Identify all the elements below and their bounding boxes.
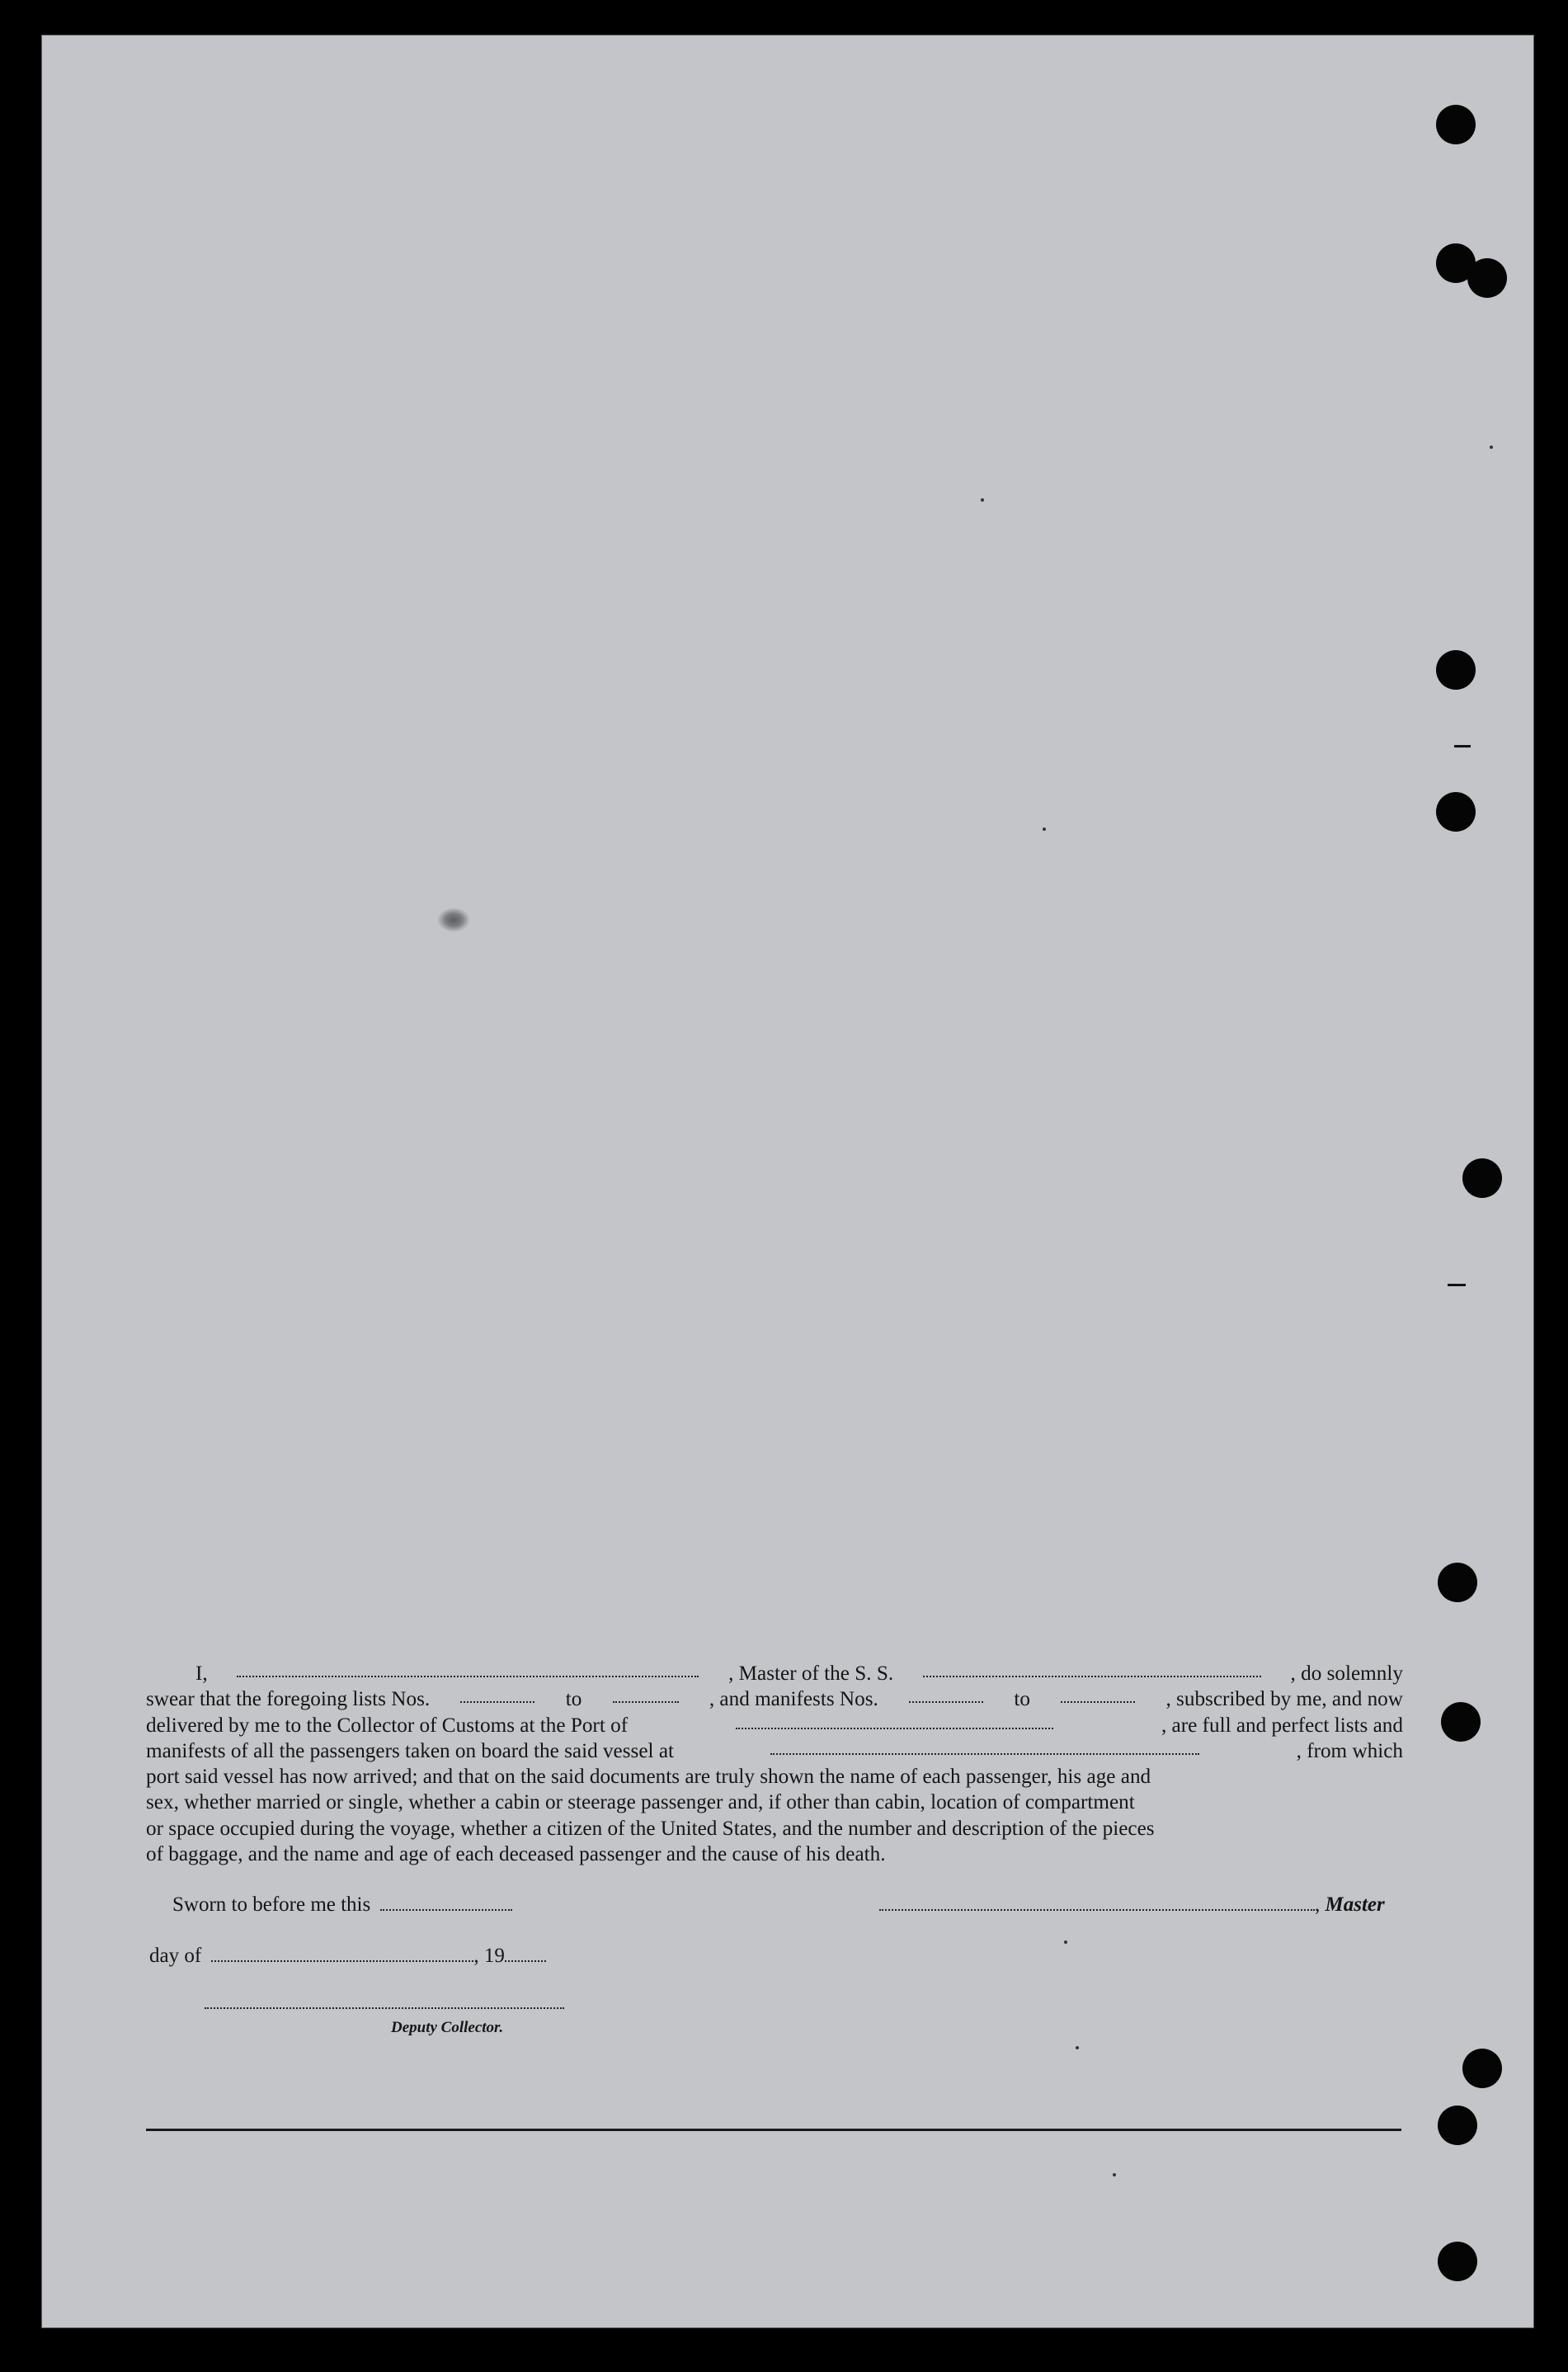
blank-sworn-date	[380, 1894, 512, 1911]
bottom-rule	[146, 2129, 1401, 2131]
oath-line	[146, 1816, 1403, 1841]
oath-text: port said vessel has now arrived; and that on the said documents are truly shown the name of each passenger, his age and	[146, 1766, 1151, 1789]
deputy-collector-label: Deputy Collector.	[391, 2019, 504, 2036]
paper-speck	[1076, 2046, 1079, 2049]
oath-text: sex, whether married or single, whether a cabin or steerage passenger and, if other than cabin, location of compartment	[146, 1791, 1135, 1814]
oath-text: or space occupied during the voyage, whether a citizen of the United States, and the number and description of the pieces	[146, 1817, 1155, 1840]
punch-hole	[1441, 1702, 1481, 1742]
punch-hole	[1462, 2049, 1502, 2088]
ink-smudge	[437, 908, 470, 932]
oath-line	[146, 1661, 1403, 1686]
blank-manifest-from	[909, 1686, 983, 1703]
deputy-signature-line	[205, 2007, 564, 2009]
oath-text: of baggage, and the name and age of each deceased passenger and the cause of his death.	[146, 1843, 886, 1866]
sworn-label: Sworn to before me this	[172, 1893, 371, 1916]
oath-line	[146, 1713, 1403, 1738]
oath-text: manifests of all the passengers taken on board the said vessel at	[146, 1739, 674, 1762]
oath-line	[146, 1841, 1403, 1867]
blank-day-month	[211, 1945, 473, 1962]
oath-text: , Master of the S. S.	[728, 1662, 894, 1685]
blank-manifest-to	[1061, 1686, 1135, 1703]
oath-text: to	[565, 1688, 582, 1711]
master-label: Master	[1325, 1893, 1385, 1916]
blank-year	[505, 1945, 546, 1962]
punch-hole	[1436, 792, 1476, 832]
oath-text: , do solemnly	[1290, 1662, 1403, 1685]
oath-text: delivered by me to the Collector of Customs at the Port of	[146, 1714, 629, 1737]
oath-text: to	[1014, 1688, 1030, 1711]
oath-text: , subscribed by me, and now	[1165, 1688, 1403, 1711]
punch-hole	[1467, 258, 1507, 298]
margin-mark	[1448, 1284, 1466, 1286]
oath-line	[146, 1686, 1403, 1712]
punch-hole	[1438, 2106, 1477, 2145]
blank-master-name	[237, 1661, 699, 1677]
oath-text: , from which	[1296, 1739, 1403, 1762]
oath-line	[146, 1738, 1403, 1764]
oath-text: , are full and perfect lists and	[1161, 1714, 1403, 1737]
master-signature-row: , Master	[879, 1893, 1385, 1917]
blank-list-from	[460, 1686, 534, 1703]
day-of-label: day of	[149, 1945, 202, 1967]
punch-hole	[1436, 650, 1476, 690]
blank-list-to	[613, 1686, 679, 1703]
blank-port	[736, 1713, 1053, 1729]
punch-hole	[1436, 105, 1476, 144]
oath-line	[146, 1764, 1403, 1790]
blank-ship-name	[923, 1661, 1261, 1677]
paper-speck	[1043, 828, 1046, 831]
year-prefix: , 19	[473, 1945, 505, 1967]
blank-boarding-port	[770, 1738, 1199, 1755]
paper-speck	[1490, 446, 1493, 449]
punch-hole	[1438, 1563, 1477, 1602]
punch-hole	[1462, 1158, 1502, 1198]
oath-text: I,	[195, 1662, 208, 1685]
oath-paragraph	[146, 1661, 1403, 1867]
paper-speck	[1064, 1941, 1067, 1944]
day-of-row	[149, 1945, 546, 1968]
oath-text: , and manifests Nos.	[709, 1688, 878, 1711]
sworn-row	[172, 1893, 512, 1917]
punch-hole	[1438, 2242, 1477, 2281]
margin-mark	[1454, 745, 1471, 747]
paper-speck	[981, 498, 984, 502]
blank-master-signature	[879, 1894, 1315, 1911]
oath-line	[146, 1790, 1403, 1815]
oath-text: swear that the foregoing lists Nos.	[146, 1688, 431, 1711]
form-page	[41, 35, 1534, 2328]
paper-speck	[1113, 2173, 1116, 2176]
scan-edge	[1534, 33, 1568, 2335]
